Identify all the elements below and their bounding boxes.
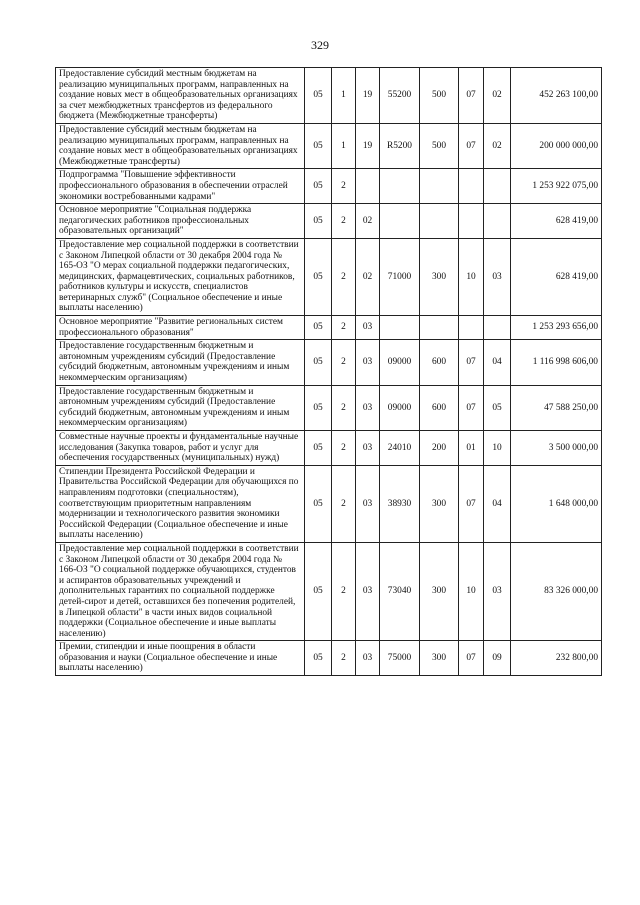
subprogram-code: 2 bbox=[332, 340, 356, 385]
direction-code: 55200 bbox=[380, 68, 420, 124]
program-code: 05 bbox=[305, 316, 332, 340]
row-description: Предоставление мер социальной поддержки в соответствии с Законом Липецкой области от 30 декабря 2004 года № 166-ОЗ "О социальной поддержке обучающихся, студентов и аспирантов образовательных учреждений и дополнительных гарантиях по социальной поддержке детей-сирот и детей, оставшихся без попечения родителей, в Липецкой области" в части иных видов социальной поддержки (Социальное обеспечение и иные выплаты населению) bbox=[56, 542, 305, 640]
subprogram-code: 2 bbox=[332, 431, 356, 466]
expense-type-code: 500 bbox=[420, 68, 459, 124]
budget-table bbox=[55, 67, 602, 676]
program-code: 05 bbox=[305, 465, 332, 542]
section-code: 01 bbox=[459, 431, 484, 466]
amount: 628 419,00 bbox=[511, 238, 602, 315]
amount: 1 116 998 606,00 bbox=[511, 340, 602, 385]
amount: 47 588 250,00 bbox=[511, 385, 602, 430]
measure-code: 03 bbox=[356, 465, 380, 542]
section-code: 07 bbox=[459, 465, 484, 542]
subsection-code: 05 bbox=[484, 385, 511, 430]
direction-code: 73040 bbox=[380, 542, 420, 640]
amount: 232 800,00 bbox=[511, 641, 602, 676]
amount: 1 648 000,00 bbox=[511, 465, 602, 542]
subsection-code: 02 bbox=[484, 68, 511, 124]
direction-code: 09000 bbox=[380, 340, 420, 385]
subsection-code bbox=[484, 204, 511, 239]
measure-code: 02 bbox=[356, 204, 380, 239]
row-description: Стипендии Президента Российской Федерации и Правительства Российской Федерации для обучающихся по направлениям подготовки (специальностям), соответствующим приоритетным направлениям модернизации и технологического развития экономики Российской Федерации (Социальное обеспечение и иные выплаты населению) bbox=[56, 465, 305, 542]
table-row bbox=[56, 169, 602, 204]
subsection-code: 03 bbox=[484, 542, 511, 640]
row-description: Предоставление государственным бюджетным и автономным учреждениям субсидий (Предоставление субсидий бюджетным, автономным учреждениям и иным некоммерческим организациям) bbox=[56, 385, 305, 430]
direction-code: 24010 bbox=[380, 431, 420, 466]
measure-code: 03 bbox=[356, 316, 380, 340]
measure-code: 02 bbox=[356, 238, 380, 315]
expense-type-code bbox=[420, 316, 459, 340]
subprogram-code: 2 bbox=[332, 465, 356, 542]
subsection-code: 09 bbox=[484, 641, 511, 676]
measure-code: 03 bbox=[356, 542, 380, 640]
measure-code: 03 bbox=[356, 385, 380, 430]
subprogram-code: 2 bbox=[332, 641, 356, 676]
subsection-code bbox=[484, 316, 511, 340]
subsection-code bbox=[484, 169, 511, 204]
row-description: Предоставление субсидий местным бюджетам на реализацию муниципальных программ, направленных на создание новых мест в общеобразовательных организациях за счет межбюджетных трансфертов из федерального бюджета (Межбюджетные трансферты) bbox=[56, 68, 305, 124]
subprogram-code: 2 bbox=[332, 542, 356, 640]
measure-code: 03 bbox=[356, 641, 380, 676]
expense-type-code: 500 bbox=[420, 123, 459, 168]
direction-code: 71000 bbox=[380, 238, 420, 315]
subsection-code: 02 bbox=[484, 123, 511, 168]
amount: 1 253 293 656,00 bbox=[511, 316, 602, 340]
section-code: 07 bbox=[459, 385, 484, 430]
subprogram-code: 1 bbox=[332, 123, 356, 168]
table-row bbox=[56, 238, 602, 315]
expense-type-code: 600 bbox=[420, 340, 459, 385]
section-code: 07 bbox=[459, 123, 484, 168]
amount: 628 419,00 bbox=[511, 204, 602, 239]
program-code: 05 bbox=[305, 169, 332, 204]
row-description: Основное мероприятие "Социальная поддержка педагогических работников профессиональных образовательных организаций" bbox=[56, 204, 305, 239]
section-code: 07 bbox=[459, 641, 484, 676]
measure-code: 03 bbox=[356, 431, 380, 466]
subsection-code: 10 bbox=[484, 431, 511, 466]
subprogram-code: 1 bbox=[332, 68, 356, 124]
table-row bbox=[56, 641, 602, 676]
table-body bbox=[56, 68, 602, 676]
subsection-code: 04 bbox=[484, 465, 511, 542]
program-code: 05 bbox=[305, 123, 332, 168]
program-code: 05 bbox=[305, 238, 332, 315]
section-code bbox=[459, 204, 484, 239]
expense-type-code bbox=[420, 169, 459, 204]
row-description: Подпрограмма "Повышение эффективности профессионального образования в обеспечении отраслей экономики востребованными кадрами" bbox=[56, 169, 305, 204]
direction-code bbox=[380, 169, 420, 204]
row-description: Основное мероприятие "Развитие региональных систем профессионального образования" bbox=[56, 316, 305, 340]
expense-type-code: 300 bbox=[420, 641, 459, 676]
section-code: 07 bbox=[459, 68, 484, 124]
expense-type-code bbox=[420, 204, 459, 239]
row-description: Премии, стипендии и иные поощрения в области образования и науки (Социальное обеспечение и иные выплаты населению) bbox=[56, 641, 305, 676]
row-description: Предоставление мер социальной поддержки в соответствии с Законом Липецкой области от 30 декабря 2004 года № 165-ОЗ "О мерах социальной поддержки педагогических, медицинских, фармацевтических, социальных работников, работников культуры и искусств, специалистов ветеринарных служб" (Социальное обеспечение и иные выплаты населению) bbox=[56, 238, 305, 315]
program-code: 05 bbox=[305, 340, 332, 385]
section-code: 10 bbox=[459, 542, 484, 640]
direction-code: 38930 bbox=[380, 465, 420, 542]
table-row bbox=[56, 340, 602, 385]
amount: 452 263 100,00 bbox=[511, 68, 602, 124]
table-row bbox=[56, 431, 602, 466]
amount: 83 326 000,00 bbox=[511, 542, 602, 640]
section-code: 07 bbox=[459, 340, 484, 385]
amount: 200 000 000,00 bbox=[511, 123, 602, 168]
table-row bbox=[56, 68, 602, 124]
direction-code: R5200 bbox=[380, 123, 420, 168]
expense-type-code: 200 bbox=[420, 431, 459, 466]
amount: 1 253 922 075,00 bbox=[511, 169, 602, 204]
program-code: 05 bbox=[305, 641, 332, 676]
table-row bbox=[56, 123, 602, 168]
measure-code bbox=[356, 169, 380, 204]
table-row bbox=[56, 385, 602, 430]
row-description: Совместные научные проекты и фундаментальные научные исследования (Закупка товаров, работ и услуг для обеспечения государственных (муниципальных) нужд) bbox=[56, 431, 305, 466]
row-description: Предоставление государственным бюджетным и автономным учреждениям субсидий (Предоставление субсидий бюджетным, автономным учреждениям и иным некоммерческим организациям) bbox=[56, 340, 305, 385]
row-description: Предоставление субсидий местным бюджетам на реализацию муниципальных программ, направленных на создание новых мест в общеобразовательных организациях (Межбюджетные трансферты) bbox=[56, 123, 305, 168]
table-row bbox=[56, 542, 602, 640]
direction-code bbox=[380, 316, 420, 340]
measure-code: 19 bbox=[356, 68, 380, 124]
section-code bbox=[459, 169, 484, 204]
program-code: 05 bbox=[305, 204, 332, 239]
expense-type-code: 300 bbox=[420, 542, 459, 640]
program-code: 05 bbox=[305, 542, 332, 640]
program-code: 05 bbox=[305, 385, 332, 430]
program-code: 05 bbox=[305, 431, 332, 466]
measure-code: 03 bbox=[356, 340, 380, 385]
amount: 3 500 000,00 bbox=[511, 431, 602, 466]
program-code: 05 bbox=[305, 68, 332, 124]
subprogram-code: 2 bbox=[332, 238, 356, 315]
subsection-code: 03 bbox=[484, 238, 511, 315]
section-code: 10 bbox=[459, 238, 484, 315]
table-row bbox=[56, 316, 602, 340]
subprogram-code: 2 bbox=[332, 169, 356, 204]
measure-code: 19 bbox=[356, 123, 380, 168]
expense-type-code: 300 bbox=[420, 465, 459, 542]
direction-code: 09000 bbox=[380, 385, 420, 430]
page-number: 329 bbox=[311, 38, 329, 52]
section-code bbox=[459, 316, 484, 340]
subsection-code: 04 bbox=[484, 340, 511, 385]
expense-type-code: 300 bbox=[420, 238, 459, 315]
subprogram-code: 2 bbox=[332, 316, 356, 340]
direction-code: 75000 bbox=[380, 641, 420, 676]
direction-code bbox=[380, 204, 420, 239]
expense-type-code: 600 bbox=[420, 385, 459, 430]
subprogram-code: 2 bbox=[332, 385, 356, 430]
table-row bbox=[56, 204, 602, 239]
table-row bbox=[56, 465, 602, 542]
subprogram-code: 2 bbox=[332, 204, 356, 239]
